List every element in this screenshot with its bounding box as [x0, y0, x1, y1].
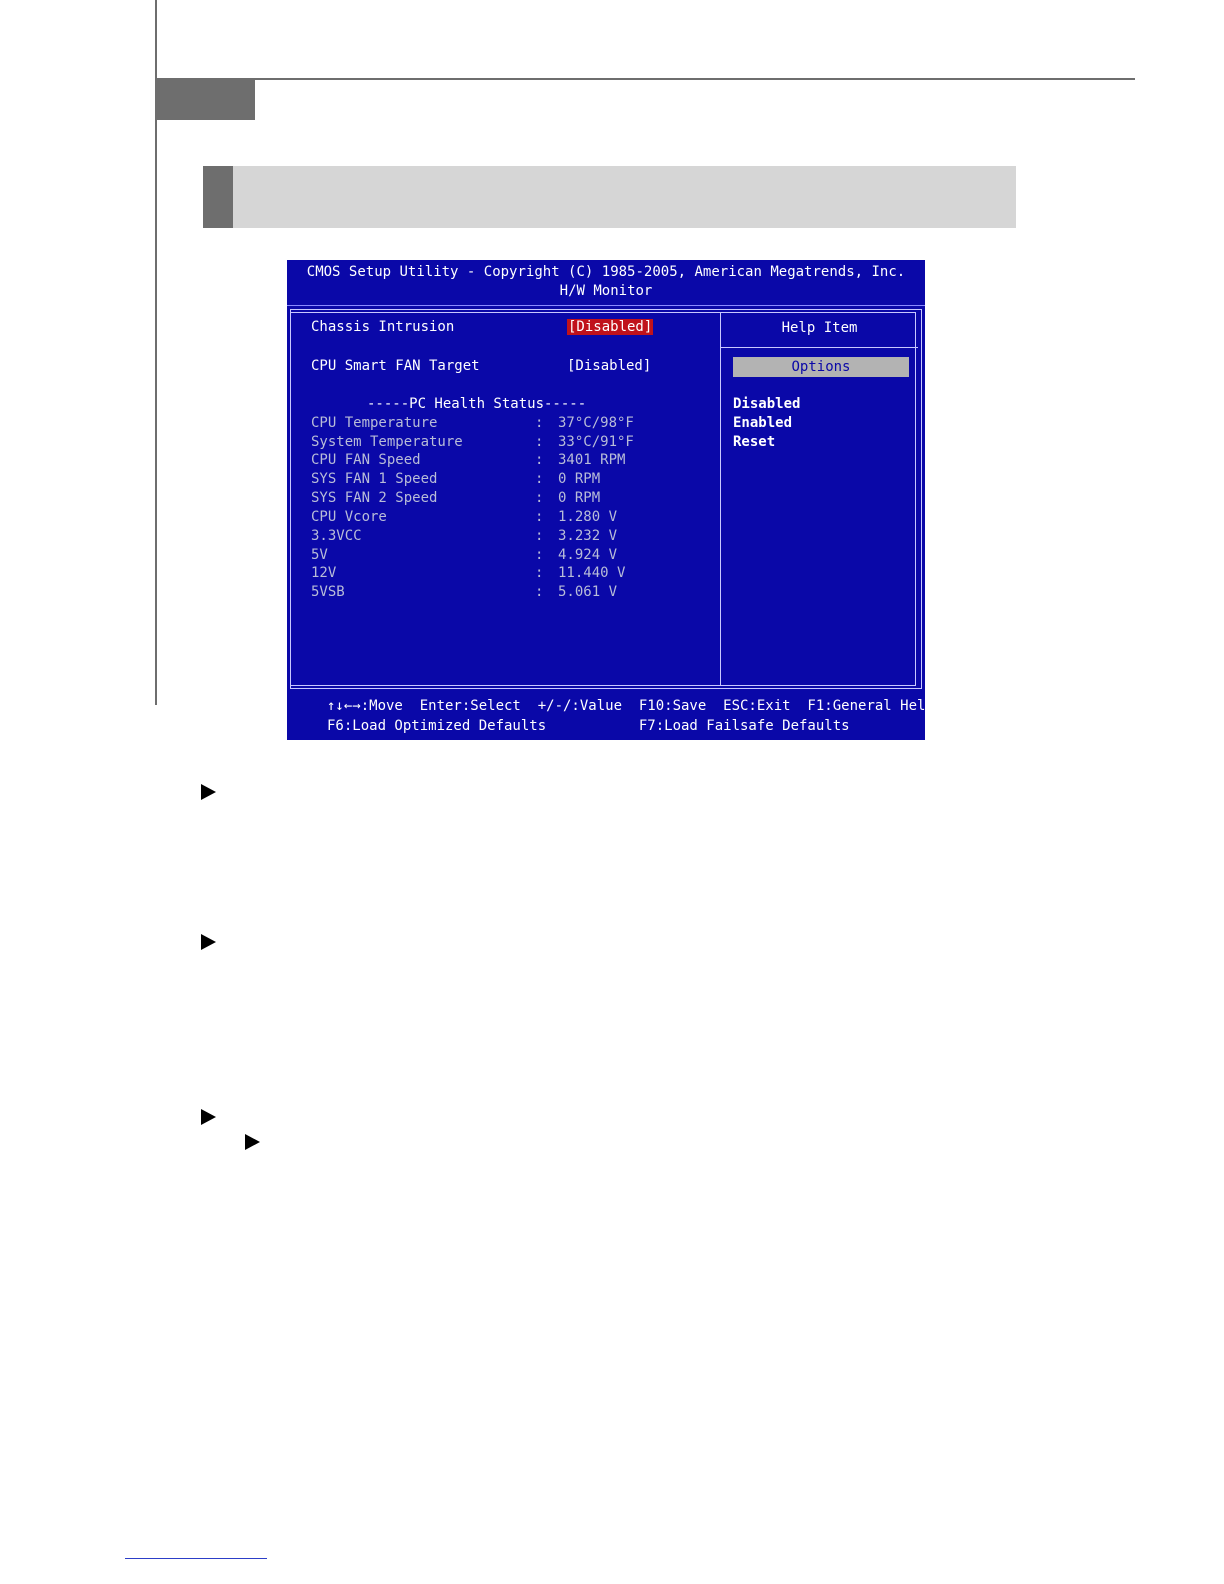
options-header: Options — [733, 357, 909, 377]
health-value-12v: 11.440 V — [558, 565, 626, 581]
health-value-5vsb: 5.061 V — [558, 584, 618, 600]
health-label-cpu-fan-speed: CPU FAN Speed — [311, 452, 421, 468]
option-enabled[interactable]: Enabled — [733, 415, 793, 431]
bullet-triangle-icon — [201, 1109, 216, 1125]
key-legend-line-1: ↑↓←→:Move Enter:Select +/-/:Value F10:Save ESC:Exit F1:General Help — [327, 698, 934, 714]
health-label-5v: 5V — [311, 547, 328, 563]
health-label-system-temperature: System Temperature — [311, 434, 463, 450]
key-legend-line-2: F6:Load Optimized Defaults F7:Load Failsafe Defaults — [327, 718, 850, 734]
health-value-sys-fan-1-speed: 0 RPM — [558, 471, 601, 487]
health-colon: : — [535, 547, 544, 563]
footer-link-underline — [125, 1558, 267, 1559]
health-value-cpu-temperature: 37°C/98°F — [558, 415, 634, 431]
health-colon: : — [535, 452, 544, 468]
health-value-3-3vcc: 3.232 V — [558, 528, 618, 544]
health-label-5vsb: 5VSB — [311, 584, 345, 600]
health-colon: : — [535, 471, 544, 487]
health-label-cpu-temperature: CPU Temperature — [311, 415, 438, 431]
bios-screen — [287, 260, 934, 740]
bios-page-title: H/W Monitor — [559, 283, 653, 299]
health-colon: : — [535, 490, 544, 506]
setting-value-cpu-smart-fan-target[interactable]: [Disabled] — [567, 358, 652, 374]
health-label-3-3vcc: 3.3VCC — [311, 528, 362, 544]
health-value-sys-fan-2-speed: 0 RPM — [558, 490, 601, 506]
option-disabled[interactable]: Disabled — [733, 396, 801, 412]
setting-value-chassis-intrusion[interactable] — [567, 319, 653, 335]
health-value-cpu-vcore: 1.280 V — [558, 509, 618, 525]
health-colon: : — [535, 509, 544, 525]
setting-label-chassis-intrusion[interactable]: Chassis Intrusion — [311, 319, 455, 335]
section-heading-accent — [203, 166, 233, 228]
bullet-triangle-icon — [201, 934, 216, 950]
help-divider-vertical — [720, 312, 721, 686]
health-value-5v: 4.924 V — [558, 547, 618, 563]
selected-value-chassis-intrusion[interactable]: [Disabled] — [568, 319, 653, 335]
bios-copyright: CMOS Setup Utility - Copyright (C) 1985-2005, American Megatrends, Inc. — [306, 264, 906, 280]
bullet-triangle-icon — [201, 784, 216, 800]
health-colon: : — [535, 565, 544, 581]
health-value-cpu-fan-speed: 3401 RPM — [558, 452, 626, 468]
section-heading-bar — [203, 166, 1016, 228]
health-label-cpu-vcore: CPU Vcore — [311, 509, 387, 525]
health-colon: : — [535, 434, 544, 450]
chapter-tab — [155, 80, 255, 120]
health-label-sys-fan-2-speed: SYS FAN 2 Speed — [311, 490, 438, 506]
health-status-header: -----PC Health Status----- — [367, 396, 587, 412]
health-colon: : — [535, 415, 544, 431]
option-reset[interactable]: Reset — [733, 434, 776, 450]
help-divider-horizontal — [721, 347, 918, 348]
health-label-sys-fan-1-speed: SYS FAN 1 Speed — [311, 471, 438, 487]
health-colon: : — [535, 584, 544, 600]
bullet-triangle-icon — [245, 1134, 260, 1150]
health-colon: : — [535, 528, 544, 544]
bios-title-bar — [287, 260, 925, 306]
header-rule — [155, 78, 1135, 80]
setting-label-cpu-smart-fan-target[interactable]: CPU Smart FAN Target — [311, 358, 480, 374]
help-item-title: Help Item — [781, 320, 858, 336]
health-value-system-temperature: 33°C/91°F — [558, 434, 634, 450]
health-label-12v: 12V — [311, 565, 337, 581]
